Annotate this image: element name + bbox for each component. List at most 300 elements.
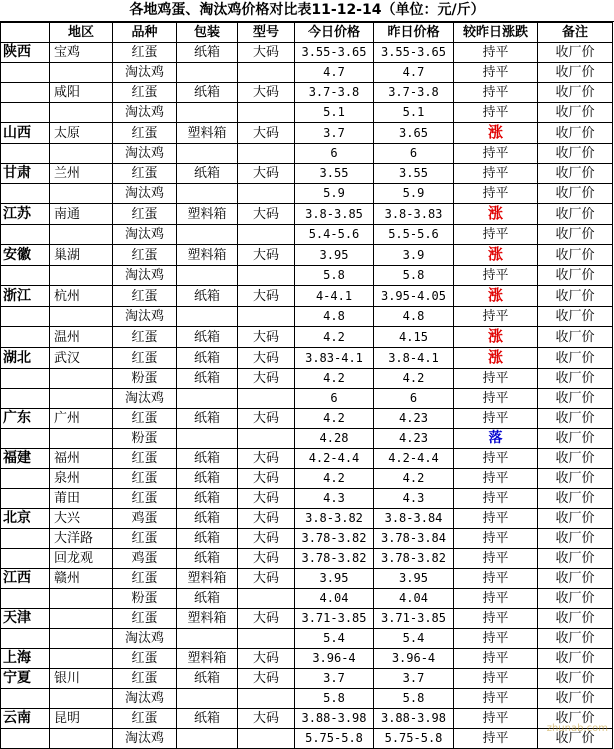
table-row bbox=[1, 123, 613, 144]
table-row bbox=[1, 589, 613, 609]
variety-cell: 红蛋 bbox=[113, 489, 177, 509]
note-cell: 收厂价 bbox=[538, 103, 613, 123]
table-row bbox=[1, 449, 613, 469]
province-cell bbox=[1, 307, 50, 327]
packaging-cell bbox=[177, 184, 238, 204]
city-cell: 大兴 bbox=[50, 509, 113, 529]
variety-cell: 红蛋 bbox=[113, 649, 177, 669]
variety-cell: 粉蛋 bbox=[113, 369, 177, 389]
size-cell bbox=[238, 266, 295, 286]
variety-cell: 红蛋 bbox=[113, 286, 177, 307]
size-cell bbox=[238, 63, 295, 83]
size-cell: 大码 bbox=[238, 83, 295, 103]
yesterday-price-cell: 3.78-3.82 bbox=[374, 549, 454, 569]
change-cell bbox=[454, 369, 538, 389]
size-cell bbox=[238, 589, 295, 609]
province-cell bbox=[1, 63, 50, 83]
table-row bbox=[1, 529, 613, 549]
province-cell: 广东 bbox=[1, 409, 50, 429]
today-price-cell: 4-4.1 bbox=[295, 286, 374, 307]
size-cell bbox=[238, 629, 295, 649]
table-row bbox=[1, 184, 613, 204]
today-price-cell: 4.3 bbox=[295, 489, 374, 509]
today-price-cell: 6 bbox=[295, 389, 374, 409]
size-cell: 大码 bbox=[238, 709, 295, 729]
yesterday-price-cell: 3.9 bbox=[374, 245, 454, 266]
city-cell bbox=[50, 429, 113, 449]
change-label: 持平 bbox=[482, 471, 509, 486]
note-cell: 收厂价 bbox=[538, 184, 613, 204]
packaging-cell bbox=[177, 103, 238, 123]
city-cell: 宝鸡 bbox=[50, 43, 113, 63]
packaging-cell bbox=[177, 629, 238, 649]
packaging-cell bbox=[177, 389, 238, 409]
variety-cell: 粉蛋 bbox=[113, 429, 177, 449]
change-cell bbox=[454, 529, 538, 549]
yesterday-price-cell: 4.23 bbox=[374, 409, 454, 429]
note-cell: 收厂价 bbox=[538, 123, 613, 144]
city-cell: 大洋路 bbox=[50, 529, 113, 549]
yesterday-price-cell: 3.95 bbox=[374, 569, 454, 589]
packaging-cell: 塑料箱 bbox=[177, 649, 238, 669]
table-row bbox=[1, 709, 613, 729]
province-cell: 陕西 bbox=[1, 43, 50, 63]
province-cell bbox=[1, 529, 50, 549]
city-cell: 银川 bbox=[50, 669, 113, 689]
packaging-cell bbox=[177, 307, 238, 327]
today-price-cell: 5.1 bbox=[295, 103, 374, 123]
city-cell: 杭州 bbox=[50, 286, 113, 307]
today-price-cell: 6 bbox=[295, 144, 374, 164]
province-cell: 江苏 bbox=[1, 204, 50, 225]
header-yesterday-price: 昨日价格 bbox=[374, 23, 454, 43]
yesterday-price-cell: 3.55-3.65 bbox=[374, 43, 454, 63]
packaging-cell: 纸箱 bbox=[177, 83, 238, 103]
change-label: 涨 bbox=[487, 204, 503, 222]
change-cell bbox=[454, 689, 538, 709]
change-label: 持平 bbox=[482, 268, 509, 283]
variety-cell: 红蛋 bbox=[113, 348, 177, 369]
note-cell: 收厂价 bbox=[538, 83, 613, 103]
table-row bbox=[1, 225, 613, 245]
table-row bbox=[1, 669, 613, 689]
page-title: 各地鸡蛋、淘汰鸡价格对比表11-12-14（单位：元/斤） bbox=[0, 0, 614, 22]
change-cell bbox=[454, 489, 538, 509]
table-header-row bbox=[1, 23, 613, 43]
packaging-cell: 纸箱 bbox=[177, 469, 238, 489]
yesterday-price-cell: 3.96-4 bbox=[374, 649, 454, 669]
city-cell: 广州 bbox=[50, 409, 113, 429]
table-row bbox=[1, 489, 613, 509]
table-row bbox=[1, 549, 613, 569]
variety-cell: 淘汰鸡 bbox=[113, 103, 177, 123]
note-cell: 收厂价 bbox=[538, 348, 613, 369]
size-cell: 大码 bbox=[238, 327, 295, 348]
change-label: 持平 bbox=[482, 531, 509, 546]
today-price-cell: 5.4-5.6 bbox=[295, 225, 374, 245]
variety-cell: 红蛋 bbox=[113, 609, 177, 629]
size-cell bbox=[238, 429, 295, 449]
variety-cell: 红蛋 bbox=[113, 469, 177, 489]
note-cell: 收厂价 bbox=[538, 286, 613, 307]
variety-cell: 红蛋 bbox=[113, 529, 177, 549]
yesterday-price-cell: 3.7 bbox=[374, 669, 454, 689]
table-row bbox=[1, 389, 613, 409]
province-cell: 浙江 bbox=[1, 286, 50, 307]
today-price-cell: 5.9 bbox=[295, 184, 374, 204]
variety-cell: 淘汰鸡 bbox=[113, 225, 177, 245]
note-cell: 收厂价 bbox=[538, 729, 613, 749]
today-price-cell: 3.55-3.65 bbox=[295, 43, 374, 63]
packaging-cell: 塑料箱 bbox=[177, 123, 238, 144]
change-label: 持平 bbox=[482, 65, 509, 80]
yesterday-price-cell: 4.04 bbox=[374, 589, 454, 609]
size-cell: 大码 bbox=[238, 489, 295, 509]
packaging-cell: 纸箱 bbox=[177, 369, 238, 389]
note-cell: 收厂价 bbox=[538, 509, 613, 529]
note-cell: 收厂价 bbox=[538, 144, 613, 164]
size-cell: 大码 bbox=[238, 449, 295, 469]
city-cell bbox=[50, 307, 113, 327]
packaging-cell: 塑料箱 bbox=[177, 245, 238, 266]
table-row bbox=[1, 204, 613, 225]
yesterday-price-cell: 3.8-3.83 bbox=[374, 204, 454, 225]
yesterday-price-cell: 3.7-3.8 bbox=[374, 83, 454, 103]
table-row bbox=[1, 609, 613, 629]
table-row bbox=[1, 266, 613, 286]
size-cell: 大码 bbox=[238, 286, 295, 307]
variety-cell: 红蛋 bbox=[113, 83, 177, 103]
city-cell: 武汉 bbox=[50, 348, 113, 369]
change-label: 持平 bbox=[482, 591, 509, 606]
change-label: 持平 bbox=[482, 166, 509, 181]
table-row bbox=[1, 509, 613, 529]
yesterday-price-cell: 5.9 bbox=[374, 184, 454, 204]
packaging-cell: 纸箱 bbox=[177, 509, 238, 529]
province-cell bbox=[1, 144, 50, 164]
note-cell: 收厂价 bbox=[538, 266, 613, 286]
packaging-cell: 纸箱 bbox=[177, 549, 238, 569]
table-row bbox=[1, 164, 613, 184]
today-price-cell: 4.2 bbox=[295, 327, 374, 348]
province-cell bbox=[1, 629, 50, 649]
province-cell: 江西 bbox=[1, 569, 50, 589]
size-cell: 大码 bbox=[238, 245, 295, 266]
table-row bbox=[1, 103, 613, 123]
size-cell: 大码 bbox=[238, 164, 295, 184]
table-row bbox=[1, 689, 613, 709]
change-label: 持平 bbox=[482, 411, 509, 426]
city-cell: 太原 bbox=[50, 123, 113, 144]
today-price-cell: 5.8 bbox=[295, 266, 374, 286]
province-cell bbox=[1, 489, 50, 509]
change-cell bbox=[454, 123, 538, 144]
packaging-cell: 纸箱 bbox=[177, 529, 238, 549]
province-cell bbox=[1, 589, 50, 609]
yesterday-price-cell: 3.55 bbox=[374, 164, 454, 184]
change-cell bbox=[454, 649, 538, 669]
table-row bbox=[1, 369, 613, 389]
change-label: 持平 bbox=[482, 227, 509, 242]
note-cell: 收厂价 bbox=[538, 709, 613, 729]
province-cell bbox=[1, 549, 50, 569]
city-cell bbox=[50, 649, 113, 669]
note-cell: 收厂价 bbox=[538, 449, 613, 469]
header-change: 较昨日涨跌 bbox=[454, 23, 538, 43]
header-note: 备注 bbox=[538, 23, 613, 43]
province-cell: 福建 bbox=[1, 449, 50, 469]
packaging-cell bbox=[177, 266, 238, 286]
province-cell: 湖北 bbox=[1, 348, 50, 369]
change-cell bbox=[454, 245, 538, 266]
change-label: 持平 bbox=[482, 651, 509, 666]
change-label: 持平 bbox=[482, 105, 509, 120]
note-cell: 收厂价 bbox=[538, 307, 613, 327]
province-cell: 山西 bbox=[1, 123, 50, 144]
packaging-cell bbox=[177, 729, 238, 749]
city-cell bbox=[50, 629, 113, 649]
packaging-cell bbox=[177, 689, 238, 709]
table-row bbox=[1, 83, 613, 103]
table-row bbox=[1, 409, 613, 429]
today-price-cell: 3.95 bbox=[295, 569, 374, 589]
city-cell bbox=[50, 225, 113, 245]
table-row bbox=[1, 629, 613, 649]
header-packaging: 包装 bbox=[177, 23, 238, 43]
today-price-cell: 3.88-3.98 bbox=[295, 709, 374, 729]
province-cell bbox=[1, 389, 50, 409]
size-cell: 大码 bbox=[238, 204, 295, 225]
size-cell: 大码 bbox=[238, 123, 295, 144]
size-cell: 大码 bbox=[238, 43, 295, 63]
change-label: 涨 bbox=[487, 245, 503, 263]
size-cell bbox=[238, 103, 295, 123]
change-cell bbox=[454, 43, 538, 63]
city-cell: 赣州 bbox=[50, 569, 113, 589]
province-cell bbox=[1, 729, 50, 749]
city-cell bbox=[50, 369, 113, 389]
yesterday-price-cell: 6 bbox=[374, 144, 454, 164]
city-cell bbox=[50, 389, 113, 409]
change-cell bbox=[454, 729, 538, 749]
size-cell: 大码 bbox=[238, 529, 295, 549]
size-cell: 大码 bbox=[238, 609, 295, 629]
packaging-cell: 纸箱 bbox=[177, 489, 238, 509]
note-cell: 收厂价 bbox=[538, 327, 613, 348]
change-label: 持平 bbox=[482, 731, 509, 746]
change-label: 持平 bbox=[482, 551, 509, 566]
yesterday-price-cell: 4.2 bbox=[374, 369, 454, 389]
today-price-cell: 3.78-3.82 bbox=[295, 529, 374, 549]
change-cell bbox=[454, 549, 538, 569]
size-cell bbox=[238, 184, 295, 204]
note-cell: 收厂价 bbox=[538, 529, 613, 549]
packaging-cell: 纸箱 bbox=[177, 409, 238, 429]
variety-cell: 红蛋 bbox=[113, 569, 177, 589]
variety-cell: 淘汰鸡 bbox=[113, 307, 177, 327]
change-label: 持平 bbox=[482, 711, 509, 726]
price-table bbox=[0, 22, 613, 749]
size-cell: 大码 bbox=[238, 569, 295, 589]
yesterday-price-cell: 5.5-5.6 bbox=[374, 225, 454, 245]
change-label: 涨 bbox=[487, 286, 503, 304]
packaging-cell: 塑料箱 bbox=[177, 569, 238, 589]
watermark: zhunab.com bbox=[546, 723, 608, 734]
variety-cell: 淘汰鸡 bbox=[113, 63, 177, 83]
table-row bbox=[1, 63, 613, 83]
yesterday-price-cell: 4.23 bbox=[374, 429, 454, 449]
city-cell bbox=[50, 266, 113, 286]
province-cell: 北京 bbox=[1, 509, 50, 529]
variety-cell: 红蛋 bbox=[113, 449, 177, 469]
today-price-cell: 5.8 bbox=[295, 689, 374, 709]
yesterday-price-cell: 5.8 bbox=[374, 689, 454, 709]
note-cell: 收厂价 bbox=[538, 489, 613, 509]
note-cell: 收厂价 bbox=[538, 549, 613, 569]
change-cell bbox=[454, 429, 538, 449]
city-cell: 莆田 bbox=[50, 489, 113, 509]
header-variety: 品种 bbox=[113, 23, 177, 43]
yesterday-price-cell: 4.8 bbox=[374, 307, 454, 327]
variety-cell: 红蛋 bbox=[113, 709, 177, 729]
yesterday-price-cell: 3.95-4.05 bbox=[374, 286, 454, 307]
today-price-cell: 4.2 bbox=[295, 469, 374, 489]
city-cell bbox=[50, 589, 113, 609]
yesterday-price-cell: 3.88-3.98 bbox=[374, 709, 454, 729]
packaging-cell: 纸箱 bbox=[177, 164, 238, 184]
change-cell bbox=[454, 83, 538, 103]
yesterday-price-cell: 5.75-5.8 bbox=[374, 729, 454, 749]
change-cell bbox=[454, 609, 538, 629]
change-label: 涨 bbox=[487, 348, 503, 366]
variety-cell: 鸡蛋 bbox=[113, 509, 177, 529]
variety-cell: 红蛋 bbox=[113, 204, 177, 225]
table-row bbox=[1, 429, 613, 449]
variety-cell: 淘汰鸡 bbox=[113, 266, 177, 286]
province-cell: 天津 bbox=[1, 609, 50, 629]
province-cell bbox=[1, 369, 50, 389]
province-cell bbox=[1, 184, 50, 204]
change-label: 持平 bbox=[482, 85, 509, 100]
city-cell bbox=[50, 184, 113, 204]
variety-cell: 红蛋 bbox=[113, 123, 177, 144]
yesterday-price-cell: 5.4 bbox=[374, 629, 454, 649]
change-cell bbox=[454, 569, 538, 589]
size-cell: 大码 bbox=[238, 669, 295, 689]
change-label: 持平 bbox=[482, 511, 509, 526]
city-cell bbox=[50, 103, 113, 123]
city-cell bbox=[50, 144, 113, 164]
today-price-cell: 3.7 bbox=[295, 669, 374, 689]
header-province bbox=[1, 23, 50, 43]
today-price-cell: 5.4 bbox=[295, 629, 374, 649]
note-cell: 收厂价 bbox=[538, 43, 613, 63]
today-price-cell: 4.2 bbox=[295, 369, 374, 389]
note-cell: 收厂价 bbox=[538, 245, 613, 266]
packaging-cell: 纸箱 bbox=[177, 709, 238, 729]
header-region: 地区 bbox=[50, 23, 113, 43]
today-price-cell: 3.8-3.85 bbox=[295, 204, 374, 225]
note-cell: 收厂价 bbox=[538, 469, 613, 489]
today-price-cell: 4.28 bbox=[295, 429, 374, 449]
table-row bbox=[1, 245, 613, 266]
note-cell: 收厂价 bbox=[538, 669, 613, 689]
variety-cell: 红蛋 bbox=[113, 245, 177, 266]
city-cell bbox=[50, 729, 113, 749]
today-price-cell: 4.8 bbox=[295, 307, 374, 327]
variety-cell: 红蛋 bbox=[113, 43, 177, 63]
change-cell bbox=[454, 184, 538, 204]
packaging-cell: 塑料箱 bbox=[177, 204, 238, 225]
today-price-cell: 3.8-3.82 bbox=[295, 509, 374, 529]
yesterday-price-cell: 4.2 bbox=[374, 469, 454, 489]
note-cell: 收厂价 bbox=[538, 409, 613, 429]
change-label: 持平 bbox=[482, 671, 509, 686]
table-row bbox=[1, 729, 613, 749]
change-label: 持平 bbox=[482, 691, 509, 706]
change-label: 持平 bbox=[482, 309, 509, 324]
province-cell bbox=[1, 327, 50, 348]
province-cell: 云南 bbox=[1, 709, 50, 729]
province-cell: 甘肃 bbox=[1, 164, 50, 184]
change-label: 持平 bbox=[482, 146, 509, 161]
note-cell: 收厂价 bbox=[538, 429, 613, 449]
size-cell: 大码 bbox=[238, 649, 295, 669]
size-cell bbox=[238, 729, 295, 749]
yesterday-price-cell: 3.71-3.85 bbox=[374, 609, 454, 629]
change-cell bbox=[454, 709, 538, 729]
today-price-cell: 3.7-3.8 bbox=[295, 83, 374, 103]
city-cell bbox=[50, 689, 113, 709]
size-cell bbox=[238, 144, 295, 164]
note-cell: 收厂价 bbox=[538, 689, 613, 709]
today-price-cell: 3.78-3.82 bbox=[295, 549, 374, 569]
yesterday-price-cell: 4.15 bbox=[374, 327, 454, 348]
change-cell bbox=[454, 389, 538, 409]
size-cell: 大码 bbox=[238, 549, 295, 569]
change-cell bbox=[454, 449, 538, 469]
yesterday-price-cell: 4.7 bbox=[374, 63, 454, 83]
change-label: 持平 bbox=[482, 631, 509, 646]
change-cell bbox=[454, 629, 538, 649]
table-row bbox=[1, 469, 613, 489]
variety-cell: 红蛋 bbox=[113, 669, 177, 689]
packaging-cell bbox=[177, 144, 238, 164]
province-cell: 安徽 bbox=[1, 245, 50, 266]
province-cell: 上海 bbox=[1, 649, 50, 669]
yesterday-price-cell: 3.8-3.84 bbox=[374, 509, 454, 529]
size-cell: 大码 bbox=[238, 409, 295, 429]
note-cell: 收厂价 bbox=[538, 63, 613, 83]
change-cell bbox=[454, 204, 538, 225]
note-cell: 收厂价 bbox=[538, 225, 613, 245]
province-cell bbox=[1, 225, 50, 245]
header-size: 型号 bbox=[238, 23, 295, 43]
province-cell bbox=[1, 469, 50, 489]
packaging-cell: 纸箱 bbox=[177, 43, 238, 63]
change-cell bbox=[454, 266, 538, 286]
change-cell bbox=[454, 63, 538, 83]
note-cell: 收厂价 bbox=[538, 389, 613, 409]
size-cell: 大码 bbox=[238, 348, 295, 369]
change-label: 持平 bbox=[482, 611, 509, 626]
city-cell: 兰州 bbox=[50, 164, 113, 184]
table-row bbox=[1, 327, 613, 348]
packaging-cell: 纸箱 bbox=[177, 669, 238, 689]
note-cell: 收厂价 bbox=[538, 204, 613, 225]
note-cell: 收厂价 bbox=[538, 164, 613, 184]
province-cell bbox=[1, 103, 50, 123]
